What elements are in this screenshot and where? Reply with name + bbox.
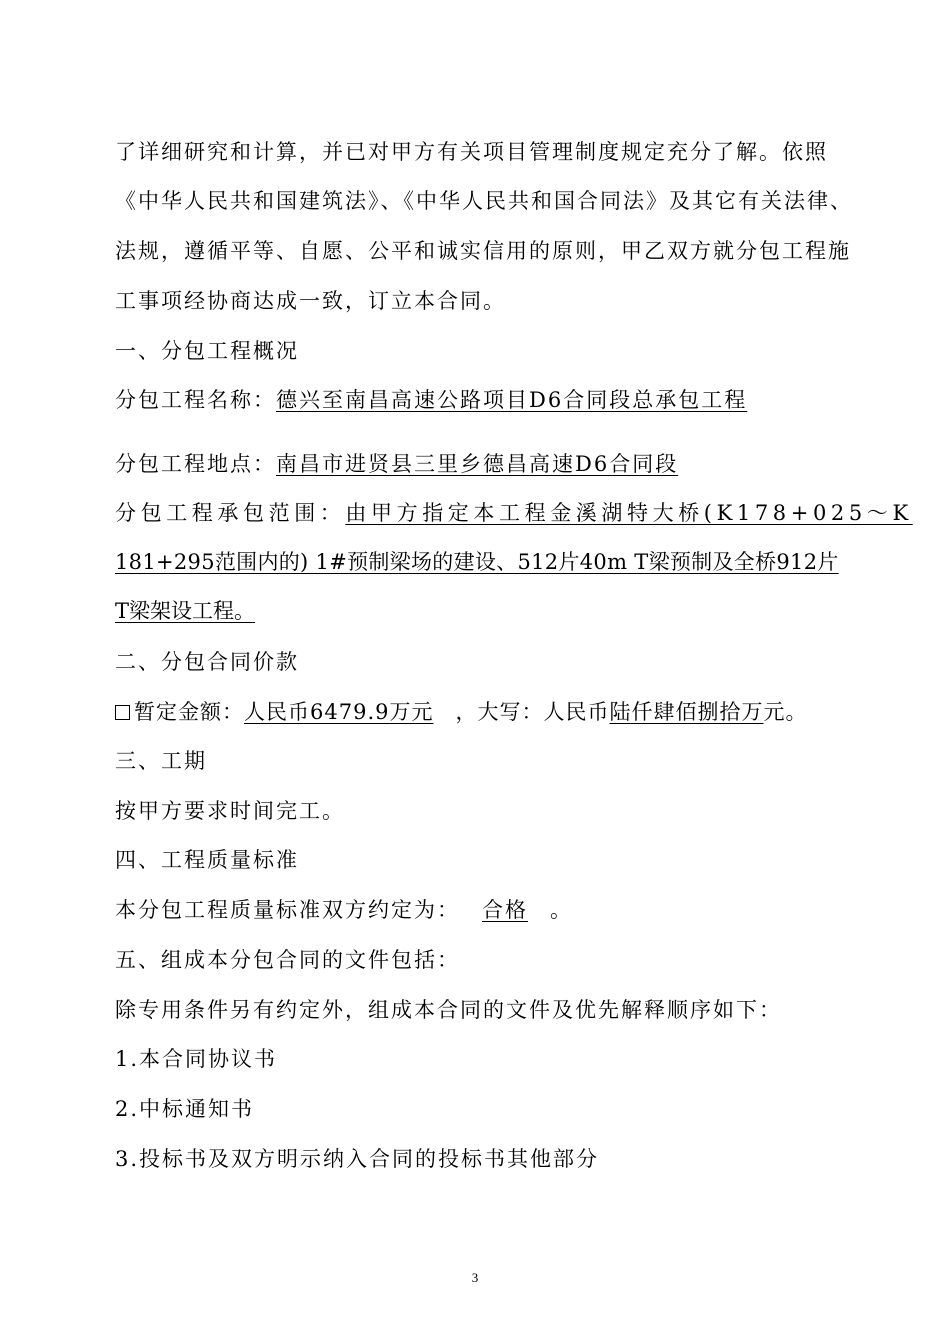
section-heading: 五、组成本分包合同的文件包括： — [115, 948, 460, 972]
project-scope-continued: 181+295范围内的) 1#预制梁场的建设、512片40m T梁预制及全桥912片 — [115, 550, 839, 574]
project-scope-end: T梁架设工程。 — [115, 599, 256, 623]
capital-amount-label: ，大写：人民币 — [455, 700, 610, 724]
project-name-label: 分包工程名称： — [115, 388, 276, 412]
capital-amount-value: 陆仟肆佰捌拾万 — [609, 700, 764, 724]
section-heading: 三、工期 — [115, 749, 207, 773]
section-heading: 四、工程质量标准 — [115, 848, 299, 872]
project-scope-row — [115, 498, 913, 528]
project-location-row — [115, 449, 840, 479]
amount-label: 暂定金额： — [134, 700, 244, 724]
list-item: 3.投标书及双方明示纳入合同的投标书其他部分 — [115, 1147, 600, 1171]
capital-amount-suffix: 元。 — [763, 700, 808, 724]
project-scope-continued — [115, 596, 840, 626]
duration-text: 按甲方要求时间完工。 — [115, 799, 345, 823]
quality-suffix: 。 — [550, 898, 573, 922]
section-heading: 二、分包合同价款 — [115, 650, 299, 674]
amount-value: 人民币6479.9万元 — [244, 700, 434, 724]
contract-price-row — [115, 697, 840, 727]
paragraph-line: 《中华人民共和国建筑法》、《中华人民共和国合同法》及其它有关法律、 — [115, 189, 853, 213]
project-location-value: 南昌市进贤县三里乡德昌高速D6合同段 — [276, 452, 679, 476]
quality-value: 合格 — [482, 898, 528, 922]
list-item: 1.本合同协议书 — [115, 1047, 278, 1071]
list-item: 2.中标通知书 — [115, 1097, 255, 1121]
project-scope-value: 由甲方指定本工程金溪湖特大桥(K178+025～K — [345, 501, 913, 525]
paragraph-line: 法规，遵循平等、自愿、公平和诚实信用的原则，甲乙双方就分包工程施 — [115, 239, 851, 263]
documents-intro: 除专用条件另有约定外，组成本合同的文件及优先解释顺序如下： — [115, 998, 782, 1022]
quality-label: 本分包工程质量标准双方约定为： — [115, 898, 460, 922]
paragraph-line: 工事项经协商达成一致，订立本合同。 — [115, 289, 506, 313]
project-location-label: 分包工程地点： — [115, 452, 276, 476]
checkbox-icon[interactable] — [115, 705, 130, 720]
project-scope-label: 分包工程承包范围： — [115, 501, 346, 525]
project-name-row — [115, 385, 840, 415]
page-number: 3 — [471, 1270, 479, 1285]
quality-row — [115, 895, 840, 925]
paragraph-line: 了详细研究和计算，并已对甲方有关项目管理制度规定充分了解。依照 — [115, 140, 828, 164]
project-name-value: 德兴至南昌高速公路项目D6合同段总承包工程 — [276, 388, 748, 412]
section-heading: 一、分包工程概况 — [115, 339, 299, 363]
